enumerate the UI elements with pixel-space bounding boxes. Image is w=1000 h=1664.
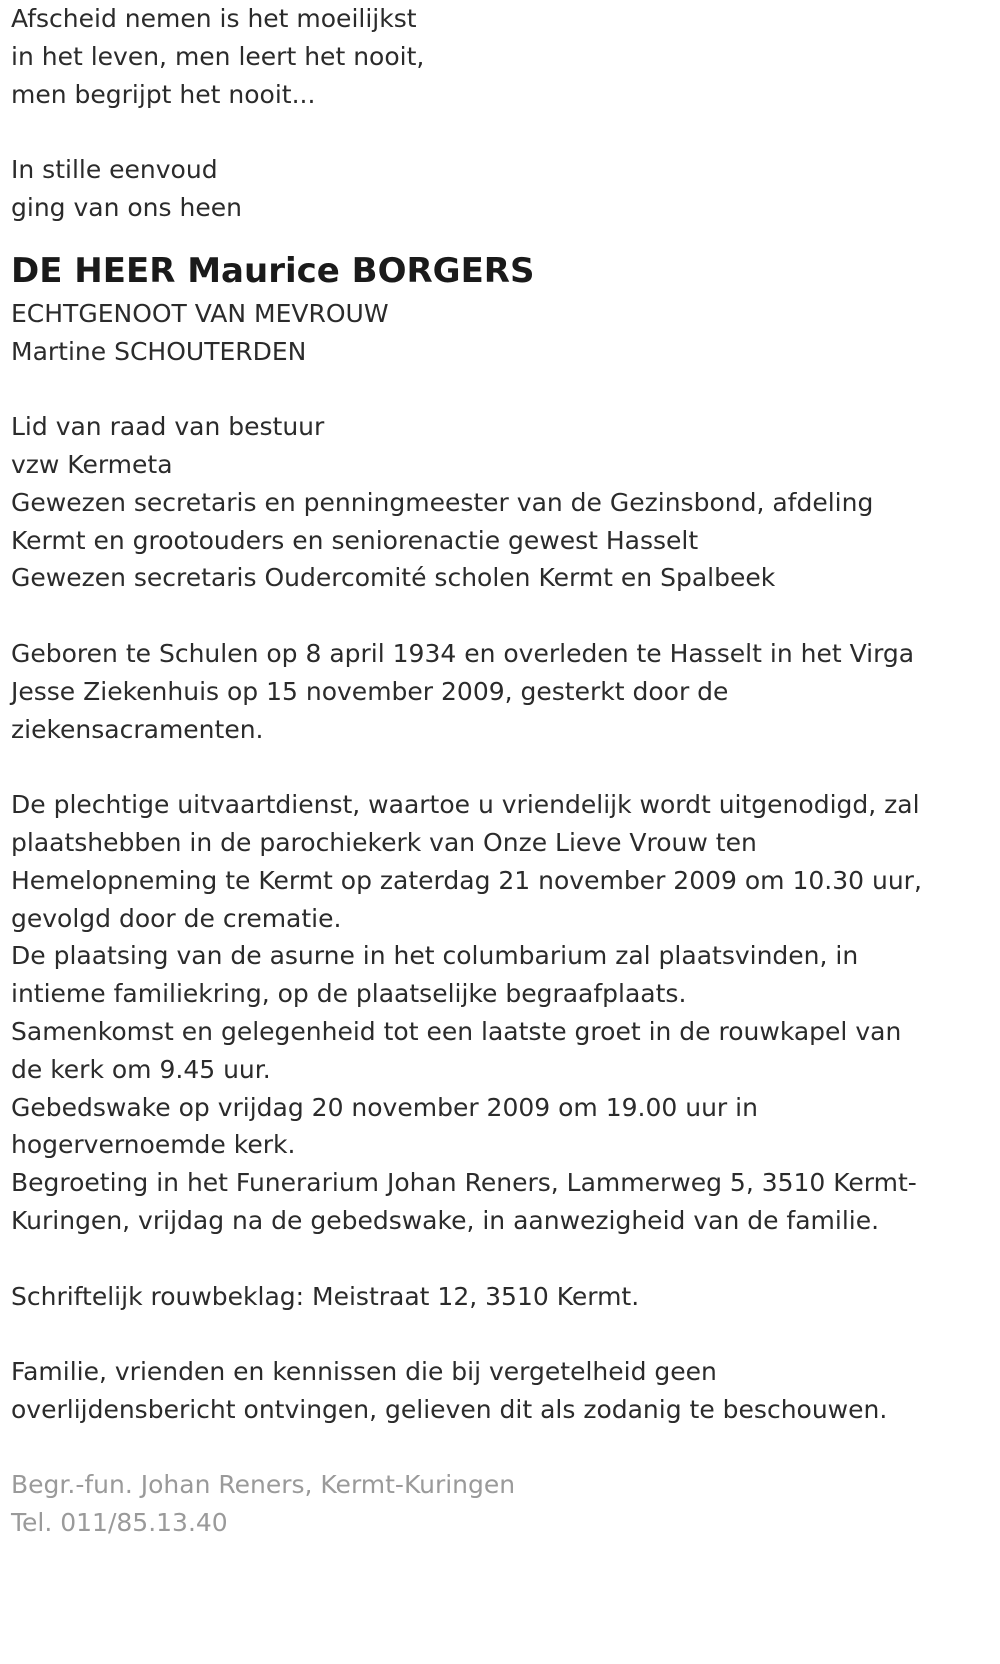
poem-line: men begrijpt het nooit... xyxy=(11,79,316,109)
intro-line: In stille eenvoud xyxy=(11,155,218,185)
footer-line: Begr.-fun. Johan Reners, Kermt-Kuringen xyxy=(11,1470,516,1500)
footer-phone: Tel. 011/85.13.40 xyxy=(11,1508,228,1538)
service-line: Samenkomst en gelegenheid tot een laatste groet in de rouwkapel van xyxy=(11,1016,902,1046)
role-line: Gewezen secretaris en penningmeester van de Gezinsbond, afdeling xyxy=(11,487,874,517)
service-line: intieme familiekring, op de plaatselijke begraafplaats. xyxy=(11,979,687,1009)
birth-death xyxy=(11,635,991,748)
spouse-line: Martine SCHOUTERDEN xyxy=(11,336,307,366)
condolence-address xyxy=(11,1278,991,1316)
intro xyxy=(11,151,991,227)
service-line: Gebedswake op vrijdag 20 november 2009 om 19.00 uur in xyxy=(11,1092,758,1122)
poem xyxy=(11,0,991,113)
roles xyxy=(11,408,991,597)
service-details xyxy=(11,786,991,1240)
service-line: De plechtige uitvaartdienst, waartoe u vriendelijk wordt uitgenodigd, zal xyxy=(11,790,920,820)
family-note-line: overlijdensbericht ontvingen, gelieven dit als zodanig te beschouwen. xyxy=(11,1394,888,1424)
intro-line: ging van ons heen xyxy=(11,192,242,222)
family-note-line: Familie, vrienden en kennissen die bij vergetelheid geen xyxy=(11,1357,717,1387)
spouse-line: ECHTGENOOT VAN MEVROUW xyxy=(11,298,389,328)
funeral-home-footer xyxy=(11,1466,991,1542)
role-line: Lid van raad van bestuur xyxy=(11,412,325,442)
service-line: plaatshebben in de parochiekerk van Onze Lieve Vrouw ten xyxy=(11,827,757,857)
service-line: De plaatsing van de asurne in het columbarium zal plaatsvinden, in xyxy=(11,941,859,971)
role-line: vzw Kermeta xyxy=(11,449,173,479)
service-line: Kuringen, vrijdag na de gebedswake, in aanwezigheid van de familie. xyxy=(11,1205,880,1235)
role-line: Gewezen secretaris Oudercomité scholen Kermt en Spalbeek xyxy=(11,563,776,593)
family-note xyxy=(11,1353,991,1429)
service-line: gevolgd door de crematie. xyxy=(11,903,342,933)
service-line: hogervernoemde kerk. xyxy=(11,1130,296,1160)
service-line: de kerk om 9.45 uur. xyxy=(11,1054,271,1084)
poem-line: in het leven, men leert het nooit, xyxy=(11,41,425,71)
birth-death-line: Jesse Ziekenhuis op 15 november 2009, gesterkt door de xyxy=(11,676,729,706)
birth-death-line: Geboren te Schulen op 8 april 1934 en overleden te Hasselt in het Virga xyxy=(11,638,915,668)
death-notice xyxy=(11,0,991,1542)
service-line: Begroeting in het Funerarium Johan Reners, Lammerweg 5, 3510 Kermt- xyxy=(11,1168,917,1198)
role-line: Kermt en grootouders en seniorenactie gewest Hasselt xyxy=(11,525,699,555)
spouse xyxy=(11,295,991,371)
service-line: Hemelopneming te Kermt op zaterdag 21 november 2009 om 10.30 uur, xyxy=(11,865,922,895)
birth-death-line: ziekensacramenten. xyxy=(11,714,264,744)
condolence-line: Schriftelijk rouwbeklag: Meistraat 12, 3510 Kermt. xyxy=(11,1281,640,1311)
deceased-name: DE HEER Maurice BORGERS xyxy=(11,250,535,291)
poem-line: Afscheid nemen is het moeilijkst xyxy=(11,4,417,33)
